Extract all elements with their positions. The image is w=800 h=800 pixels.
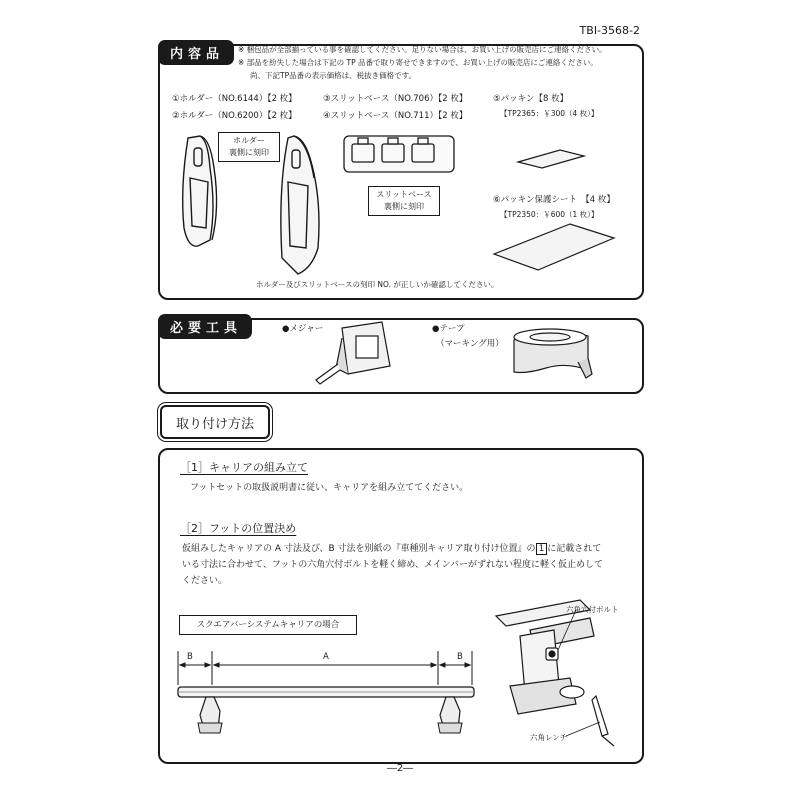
packing-illustration <box>510 142 590 172</box>
slit-callout <box>368 186 440 216</box>
square-bar-caption: スクエアバーシステムキャリアの場合 <box>179 615 357 635</box>
dim-b-right: B <box>457 652 463 662</box>
tool-tape: ●テープ <box>432 324 465 334</box>
install-title-box <box>160 405 270 439</box>
sheet-illustration <box>490 218 620 276</box>
step2-line3: ください。 <box>182 576 228 586</box>
step2-box-ref: 1 <box>536 543 548 555</box>
step2-line2: いる寸法に合わせて、フットの六角穴付ボルトを軽く締め、メインバーがずれない程度に軽く仮止めして <box>182 560 604 570</box>
item-slit-711: ④スリットベース（NO.711）【2 枚】 <box>323 111 468 121</box>
install-title: 取り付け方法 <box>175 417 254 432</box>
sheet-price: 【TP2350：￥600（1 枚）】 <box>500 210 599 219</box>
step1-text: フットセットの取扱説明書に従い、キャリアを組み立ててください。 <box>190 483 469 493</box>
document-number: TBI-3568-2 <box>579 24 640 37</box>
carrier-diagram <box>170 645 490 740</box>
tools-tag: 必要工具 <box>158 314 252 339</box>
page-number: ―2― <box>386 763 414 774</box>
step2-text <box>182 541 632 589</box>
contents-note-1: ※ 梱包品が全部揃っている事を確認してください。足りない場合は、お買い上げの販売店にご連絡ください。 <box>238 45 607 54</box>
item-holder-6144: ①ホルダー（NO.6144）【2 枚】 <box>172 94 297 104</box>
dim-a: A <box>323 652 329 662</box>
item-protect-sheet: ⑥パッキン保護シート 【4 枚】 <box>493 195 615 205</box>
packing-price: 【TP2365：￥300（4 枚）】 <box>500 109 599 118</box>
tool-tape-note: （マーキング用） <box>436 339 504 349</box>
tape-roll-illustration <box>506 322 596 380</box>
hex-wrench-label: 六角レンチ <box>530 733 568 742</box>
holder-callout-line1: ホルダー <box>233 136 265 145</box>
step2-line1b: に記載されて <box>547 544 602 554</box>
holder-callout <box>218 132 280 162</box>
slit-base-illustration <box>340 130 460 180</box>
step2-title: ［2］フットの位置決め <box>180 522 297 535</box>
dim-b-left: B <box>187 652 193 662</box>
item-slit-706: ③スリットベース（NO.706）【2 枚】 <box>323 94 468 104</box>
contents-note-3: 尚、下記TP品番の表示価格は、税抜き価格です。 <box>250 71 417 80</box>
hex-bolt-label: 六角穴付ボルト <box>566 605 619 614</box>
step2-line1a: 仮組みしたキャリアの A 寸法及び、B 寸法を別紙の『車種別キャリア取り付け位置』の <box>182 544 536 554</box>
contents-note-2: ※ 部品を紛失した場合は下記の TP 品番で取り寄せできますので、お買い上げの販売店にご連絡ください。 <box>238 58 598 67</box>
holder-callout-line2: 裏側に刻印 <box>229 148 269 157</box>
tool-measure: ●メジャー <box>282 324 324 334</box>
step1-title: ［1］キャリアの組み立て <box>180 461 308 474</box>
item-holder-6200: ②ホルダー（NO.6200）【2 枚】 <box>172 111 297 121</box>
tape-measure-illustration <box>312 318 397 386</box>
item-packing: ⑤パッキン【8 枚】 <box>493 94 569 104</box>
slit-callout-line1: スリットベース <box>376 190 432 199</box>
contents-tag: 内容品 <box>158 40 234 65</box>
slit-callout-line2: 裏側に刻印 <box>384 202 424 211</box>
contents-footer-note: ホルダー及びスリットベースの刻印 NO. が正しいか確認してください。 <box>256 280 499 289</box>
